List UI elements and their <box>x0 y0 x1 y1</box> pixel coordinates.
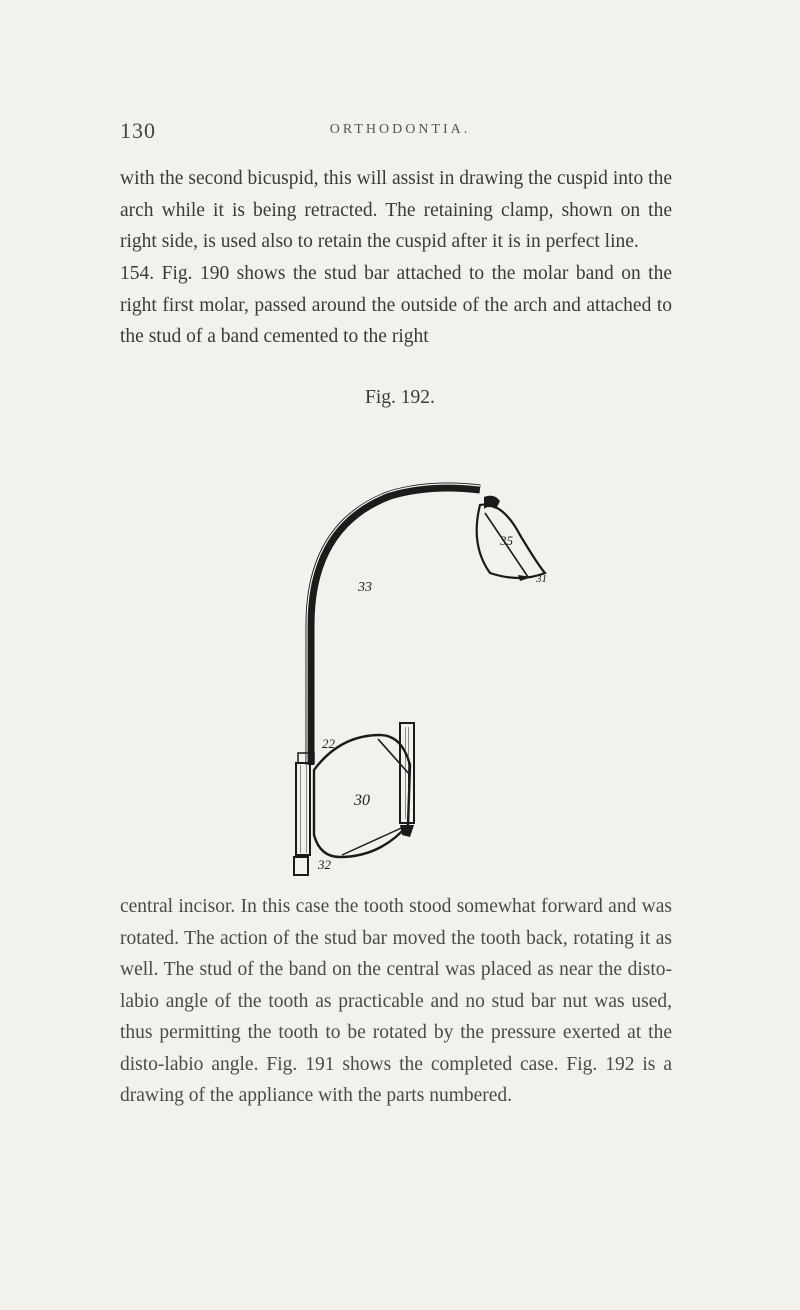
paragraph-3: central incisor. In this case the tooth stood somewhat forward and was rotated. The action of the stud bar moved the tooth back, rotating it as well. The stud of the band on the central was placed as near the disto-labio angle of the tooth as practicable and no stud bar nut was used, thus permitting the tooth to be rotated by the pressure exerted at the disto-labio angle. Fig. 191 shows the completed case. Fig. 192 is a drawing of the appliance with the parts numbered. <box>120 896 672 1106</box>
paragraph-1: with the second bicuspid, this will assist in drawing the cuspid into the arch while it is being retracted. The retaining clamp, shown on the right side, is used also to retain the cuspid after it is in perfect line. <box>120 168 672 252</box>
label-top-tip: 31 <box>536 573 547 585</box>
label-lower-band: 30 <box>354 792 370 809</box>
figure-appliance-drawing <box>270 465 590 885</box>
figure-caption: Fig. 192. <box>365 387 435 408</box>
label-lower-base: 32 <box>318 857 331 872</box>
label-top-stud: 33 <box>358 580 372 595</box>
label-lower-stud: 22 <box>322 736 335 751</box>
running-head: ORTHODONTIA. <box>329 122 471 137</box>
page-number: 130 <box>120 118 156 143</box>
paragraph-2: 154. Fig. 190 shows the stud bar attached to the molar band on the right first molar, passed around the outside of the arch and attached to the stud of a band cemented to the right <box>120 263 672 347</box>
page-header <box>120 118 680 148</box>
label-top-band: 35 <box>500 533 513 548</box>
